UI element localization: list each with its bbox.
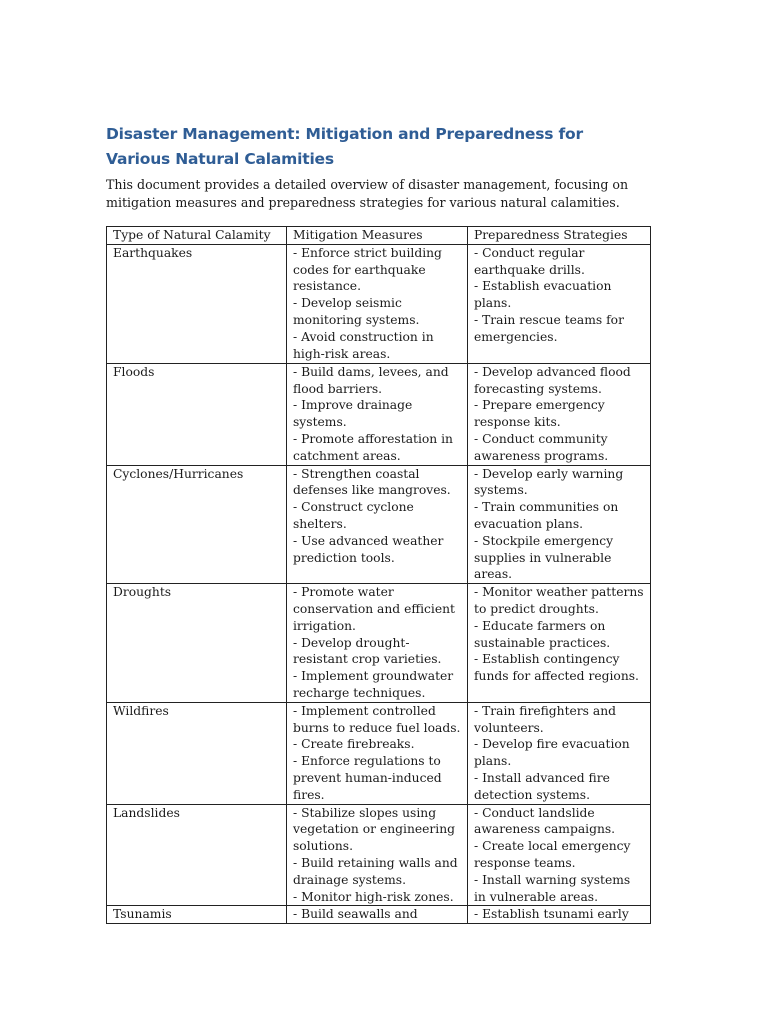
- mitigation-item: - Use advanced weather prediction tools.: [293, 533, 444, 565]
- mitigation-cell: [287, 363, 468, 465]
- mitigation-item: - Implement controlled burns to reduce fuel loads.: [293, 703, 461, 735]
- preparedness-item: - Establish contingency funds for affected regions.: [474, 652, 639, 684]
- header-mitigation: Mitigation Measures: [287, 227, 468, 245]
- preparedness-item: - Establish tsunami early: [474, 907, 629, 922]
- preparedness-item: - Install advanced fire detection systems.: [474, 770, 610, 802]
- mitigation-item: - Enforce regulations to prevent human-induced fires.: [293, 754, 442, 802]
- mitigation-item: - Build seawalls and: [293, 907, 418, 922]
- mitigation-item: - Create firebreaks.: [293, 737, 415, 752]
- mitigation-item: - Enforce strict building codes for earthquake resistance.: [293, 245, 442, 294]
- preparedness-cell: [468, 584, 651, 703]
- mitigation-cell: [287, 584, 468, 703]
- calamity-cell: Cyclones/Hurricanes: [107, 465, 287, 584]
- preparedness-item: - Conduct regular earthquake drills.: [474, 245, 585, 277]
- preparedness-item: - Stockpile emergency supplies in vulnerable areas.: [474, 533, 614, 582]
- preparedness-item: - Conduct landslide awareness campaigns.: [474, 805, 616, 837]
- preparedness-item: - Train firefighters and volunteers.: [474, 703, 617, 735]
- document-intro: This document provides a detailed overview of disaster management, focusing on mitigation measures and preparedness strategies for various natural calamities.: [106, 177, 629, 210]
- mitigation-cell: [287, 465, 468, 584]
- mitigation-item: - Build retaining walls and drainage systems.: [293, 855, 458, 887]
- header-preparedness: Preparedness Strategies: [468, 227, 651, 245]
- preparedness-item: - Develop early warning systems.: [474, 466, 624, 498]
- calamity-cell: Earthquakes: [107, 244, 287, 363]
- preparedness-cell: [468, 804, 651, 906]
- calamity-cell: Droughts: [107, 584, 287, 703]
- table-row: [107, 363, 651, 465]
- preparedness-item: - Install warning systems in vulnerable areas.: [474, 872, 631, 904]
- preparedness-cell: [468, 465, 651, 584]
- preparedness-item: - Train communities on evacuation plans.: [474, 500, 619, 531]
- preparedness-item: - Prepare emergency response kits.: [474, 398, 605, 430]
- mitigation-item: - Monitor high-risk zones.: [293, 889, 454, 904]
- preparedness-cell: [468, 244, 651, 363]
- header-calamity: Type of Natural Calamity: [107, 227, 287, 245]
- preparedness-item: - Develop advanced flood forecasting systems.: [474, 364, 631, 396]
- preparedness-cell: [468, 906, 651, 924]
- document-page: [106, 122, 650, 924]
- calamity-cell: Landslides: [107, 804, 287, 906]
- calamity-cell: Tsunamis: [107, 906, 287, 924]
- table-row: [107, 584, 651, 703]
- mitigation-cell: [287, 702, 468, 804]
- calamity-table: [106, 226, 651, 924]
- table-row: [107, 244, 651, 363]
- preparedness-item: - Monitor weather patterns to predict droughts.: [474, 585, 644, 616]
- mitigation-item: - Develop seismic monitoring systems.: [293, 296, 420, 327]
- mitigation-item: - Construct cyclone shelters.: [293, 500, 414, 531]
- preparedness-cell: [468, 363, 651, 465]
- table-row: [107, 804, 651, 906]
- calamity-cell: Wildfires: [107, 702, 287, 804]
- mitigation-item: - Develop drought-resistant crop varieties.: [293, 635, 442, 667]
- mitigation-item: - Build dams, levees, and flood barriers.: [293, 364, 449, 396]
- table-row: [107, 906, 651, 924]
- preparedness-cell: [468, 702, 651, 804]
- mitigation-item: - Promote afforestation in catchment areas.: [293, 431, 453, 463]
- preparedness-item: - Create local emergency response teams.: [474, 839, 631, 870]
- mitigation-cell: [287, 906, 468, 924]
- mitigation-item: - Stabilize slopes using vegetation or engineering solutions.: [293, 805, 456, 854]
- preparedness-item: - Conduct community awareness programs.: [474, 431, 609, 463]
- table-header-row: [107, 227, 651, 245]
- preparedness-item: - Establish evacuation plans.: [474, 279, 612, 311]
- mitigation-cell: [287, 244, 468, 363]
- calamity-cell: Floods: [107, 363, 287, 465]
- mitigation-cell: [287, 804, 468, 906]
- mitigation-item: - Promote water conservation and efficient irrigation.: [293, 585, 455, 633]
- document-title: Disaster Management: Mitigation and Preparedness for Various Natural Calamities: [106, 125, 583, 168]
- preparedness-item: - Educate farmers on sustainable practices.: [474, 618, 611, 650]
- table-row: [107, 465, 651, 584]
- mitigation-item: - Avoid construction in high-risk areas.: [293, 329, 434, 361]
- preparedness-item: - Develop fire evacuation plans.: [474, 737, 630, 769]
- table-row: [107, 702, 651, 804]
- mitigation-item: - Implement groundwater recharge techniques.: [293, 669, 454, 700]
- preparedness-item: - Train rescue teams for emergencies.: [474, 312, 624, 344]
- mitigation-item: - Improve drainage systems.: [293, 398, 413, 430]
- mitigation-item: - Strengthen coastal defenses like mangroves.: [293, 466, 451, 498]
